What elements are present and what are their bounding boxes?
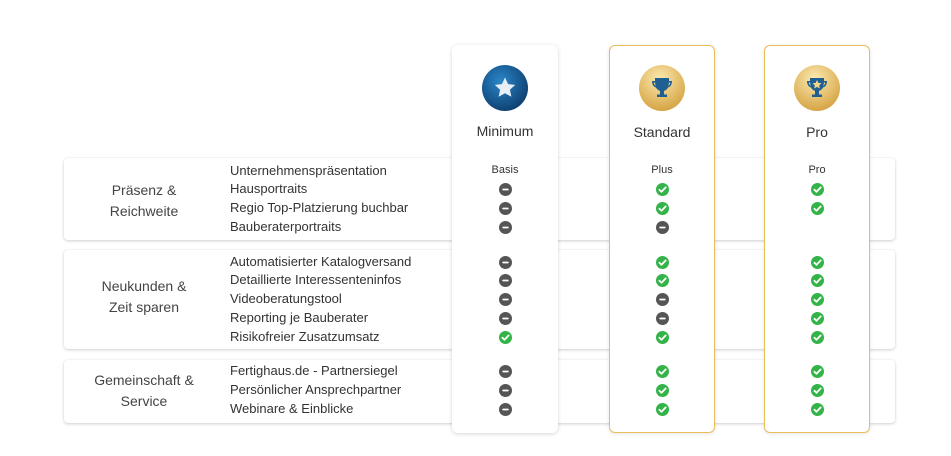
minus-circle-icon [499, 274, 512, 287]
plan-level-minimum: Basis [491, 164, 519, 176]
feature-label: Persönlicher Ansprechpartner [230, 382, 402, 397]
check-circle-icon [811, 331, 824, 344]
minus-circle-icon [499, 293, 512, 306]
feature-label: Fertighaus.de - Partnersiegel [230, 363, 398, 378]
plan-name-pro: Pro [806, 124, 828, 140]
minus-circle-icon [656, 221, 669, 234]
feature-label: Videoberatungstool [230, 291, 342, 306]
feature-label: Webinare & Einblicke [230, 401, 354, 416]
plan-level-standard: Plus [651, 164, 673, 176]
check-circle-icon [656, 365, 669, 378]
check-circle-icon [811, 403, 824, 416]
feature-label: Bauberaterportraits [230, 219, 342, 234]
group-label-line: Reichweite [109, 203, 179, 219]
feature-label: Automatisierter Katalogversand [230, 254, 412, 269]
group-label-line: Gemeinschaft & [94, 372, 194, 388]
minus-circle-icon [499, 403, 512, 416]
feature-label: Reporting je Bauberater [230, 310, 369, 325]
check-circle-icon [656, 403, 669, 416]
group-label-line: Präsenz & [111, 182, 177, 198]
group-label-gemeinschaft [64, 370, 224, 412]
group-label-line: Neukunden & [101, 278, 187, 294]
check-circle-icon [656, 183, 669, 196]
check-circle-icon [811, 274, 824, 287]
check-circle-icon [656, 256, 669, 269]
gold-trophy-icon [639, 65, 685, 111]
check-circle-icon [811, 384, 824, 397]
feature-label: Hausportraits [230, 181, 308, 196]
group-label-praesenz [64, 180, 224, 222]
check-circle-icon [499, 331, 512, 344]
check-circle-icon [811, 365, 824, 378]
minus-circle-icon [499, 256, 512, 269]
gold-trophy-star-icon [794, 65, 840, 111]
check-circle-icon [656, 202, 669, 215]
feature-label: Risikofreier Zusatzumsatz [230, 329, 380, 344]
minus-circle-icon [499, 183, 512, 196]
check-circle-icon [811, 183, 824, 196]
feature-label: Unternehmenspräsentation [230, 163, 387, 178]
check-circle-icon [656, 274, 669, 287]
minus-circle-icon [499, 384, 512, 397]
check-circle-icon [656, 384, 669, 397]
group-label-line: Service [120, 393, 168, 409]
plan-name-standard: Standard [633, 124, 691, 140]
plan-name-minimum: Minimum [476, 123, 534, 139]
check-circle-icon [811, 202, 824, 215]
group-label-line: Zeit sparen [108, 299, 180, 315]
feature-label: Detaillierte Interessenteninfos [230, 272, 402, 287]
plan-level-pro: Pro [808, 164, 826, 176]
minus-circle-icon [499, 221, 512, 234]
minus-circle-icon [656, 293, 669, 306]
check-circle-icon [811, 293, 824, 306]
minus-circle-icon [499, 365, 512, 378]
star-badge-icon [482, 65, 528, 111]
minus-circle-icon [499, 202, 512, 215]
feature-label: Regio Top-Platzierung buchbar [230, 200, 409, 215]
check-circle-icon [811, 256, 824, 269]
minus-circle-icon [656, 312, 669, 325]
group-label-neukunden [64, 276, 224, 318]
check-circle-icon [811, 312, 824, 325]
minus-circle-icon [499, 312, 512, 325]
check-circle-icon [656, 331, 669, 344]
